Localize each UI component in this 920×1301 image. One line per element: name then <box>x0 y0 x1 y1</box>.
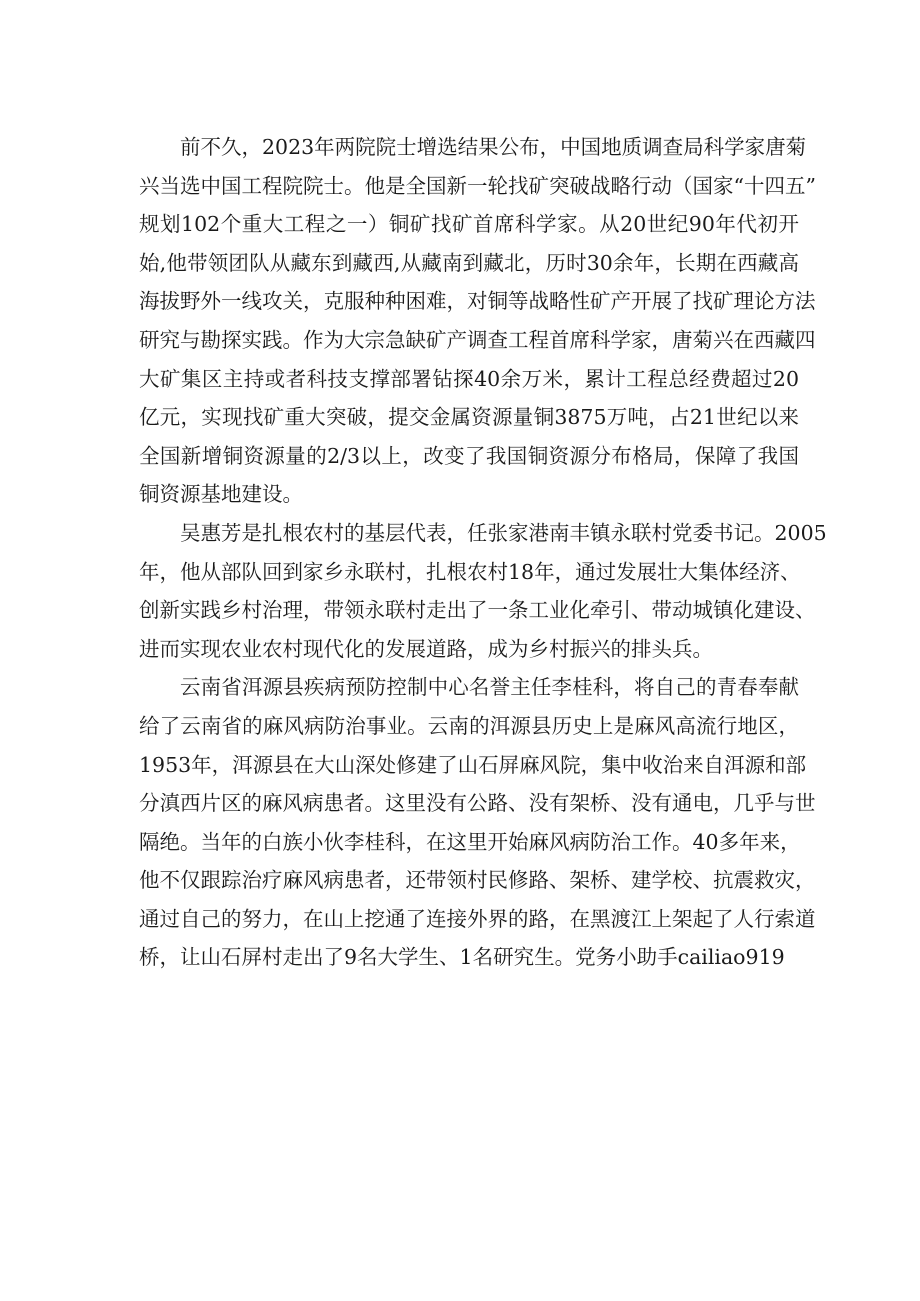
paragraph-1-line-8: 亿元，实现找矿重大突破，提交金属资源量铜3875万吨，占21世纪以来 <box>139 405 799 430</box>
paragraph-1-line-1: 前不久，2023年两院院士增选结果公布，中国地质调查局科学家唐菊 <box>180 135 807 159</box>
paragraph-3-line-6: 他不仅跟踪治疗麻风病患者，还带领村民修路、架桥、建学校、抗震救灾， <box>139 868 816 893</box>
paragraph-3-line-7: 通过自己的努力，在山上挖通了连接外界的路，在黑渡江上架起了人行索道 <box>139 906 816 931</box>
paragraph-3-line-2: 给了云南省的麻风病防治事业。云南的洱源县历史上是麻风高流行地区， <box>139 713 799 738</box>
paragraph-2-line-1: 吴惠芳是扎根农村的基层代表，任张家港南丰镇永联村党委书记。2005 <box>180 520 827 545</box>
paragraph-1-line-3: 规划102个重大工程之一）铜矿找矿首席科学家。从20世纪90年代初开 <box>139 212 799 237</box>
paragraph-2-line-4: 进而实现农业农村现代化的发展道路，成为乡村振兴的排头兵。 <box>139 636 713 661</box>
paragraph-3-line-8: 桥，让山石屏村走出了9名大学生、1名研究生。党务小助手cailiao919 <box>139 945 785 970</box>
paragraph-1-line-4: 始,他带领团队从藏东到藏西,从藏南到藏北，历时30余年，长期在西藏高 <box>139 250 799 275</box>
paragraph-1-line-5: 海拔野外一线攻关，克服种种困难，对铜等战略性矿产开展了找矿理论方法 <box>139 289 816 314</box>
paragraph-3-line-3: 1953年，洱源县在大山深处修建了山石屏麻风院，集中收治来自洱源和部 <box>139 752 807 777</box>
paragraph-3-line-1: 云南省洱源县疾病预防控制中心名誉主任李桂科，将自己的青春奉献 <box>180 675 799 700</box>
paragraph-1-line-9: 全国新增铜资源量的2/3以上，改变了我国铜资源分布格局，保障了我国 <box>139 443 799 468</box>
paragraph-3-line-5: 隔绝。当年的白族小伙李桂科，在这里开始麻风病防治工作。40多年来， <box>139 829 801 854</box>
paragraph-1-line-6: 研究与勘探实践。作为大宗急缺矿产调查工程首席科学家，唐菊兴在西藏四 <box>139 327 816 352</box>
paragraph-2-line-2: 年，他从部队回到家乡永联村，扎根农村18年，通过发展壮大集体经济、 <box>139 559 801 584</box>
paragraph-1-line-7: 大矿集区主持或者科技支撑部署钻探40余万米，累计工程总经费超过20 <box>139 366 799 391</box>
paragraph-1-line-10: 铜资源基地建设。 <box>139 482 303 507</box>
paragraph-3-line-4: 分滇西片区的麻风病患者。这里没有公路、没有架桥、没有通电，几乎与世 <box>139 791 816 816</box>
paragraph-1-line-2: 兴当选中国工程院院士。他是全国新一轮找矿突破战略行动（国家“十四五” <box>139 173 816 198</box>
paragraph-2-line-3: 创新实践乡村治理，带领永联村走出了一条工业化牵引、带动城镇化建设、 <box>139 598 816 623</box>
document-body <box>139 128 827 977</box>
